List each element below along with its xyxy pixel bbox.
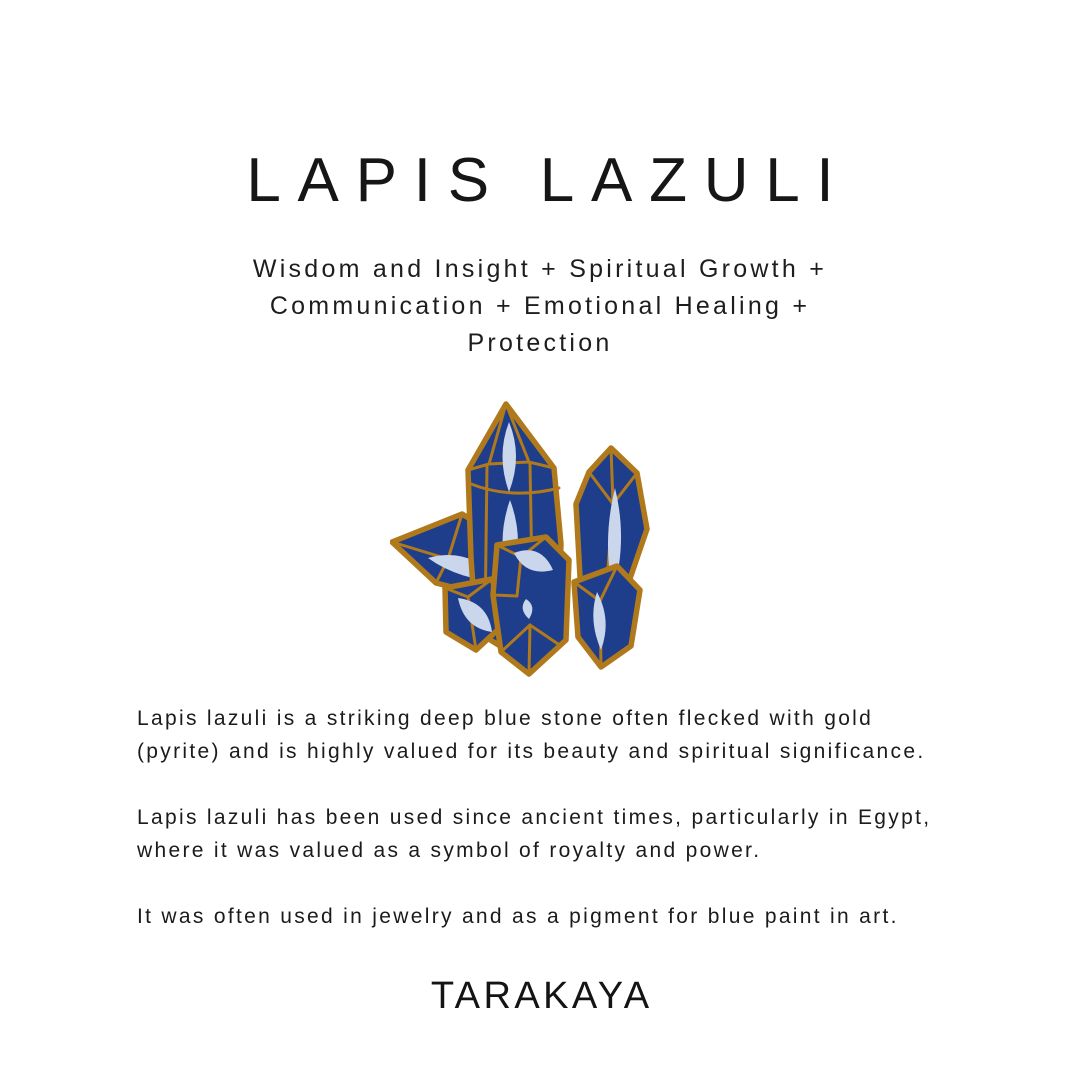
lapis-crystal-cluster-icon [390, 396, 690, 688]
page-title: LAPIS LAZULI [246, 146, 851, 215]
brand-name: TARAKAYA [430, 975, 653, 1018]
description-paragraph: Lapis lazuli is a striking deep blue stone often flecked with gold (pyrite) and is highly valued for its beauty and spiritual significance. [137, 707, 926, 764]
subtitle-line: Wisdom and Insight + Spiritual Growth + [252, 255, 828, 284]
crystal-illustration-container [0, 396, 1080, 688]
description-paragraph: Lapis lazuli has been used since ancient times, particularly in Egypt, where it was valued as a symbol of royalty and power. [137, 806, 932, 863]
subtitle-line: Communication + Emotional Healing + [269, 292, 811, 321]
subtitle-line: Protection [467, 329, 613, 358]
description [137, 702, 943, 933]
subtitle [0, 251, 1080, 362]
description-paragraph: It was often used in jewelry and as a pigment for blue paint in art. [137, 905, 899, 929]
